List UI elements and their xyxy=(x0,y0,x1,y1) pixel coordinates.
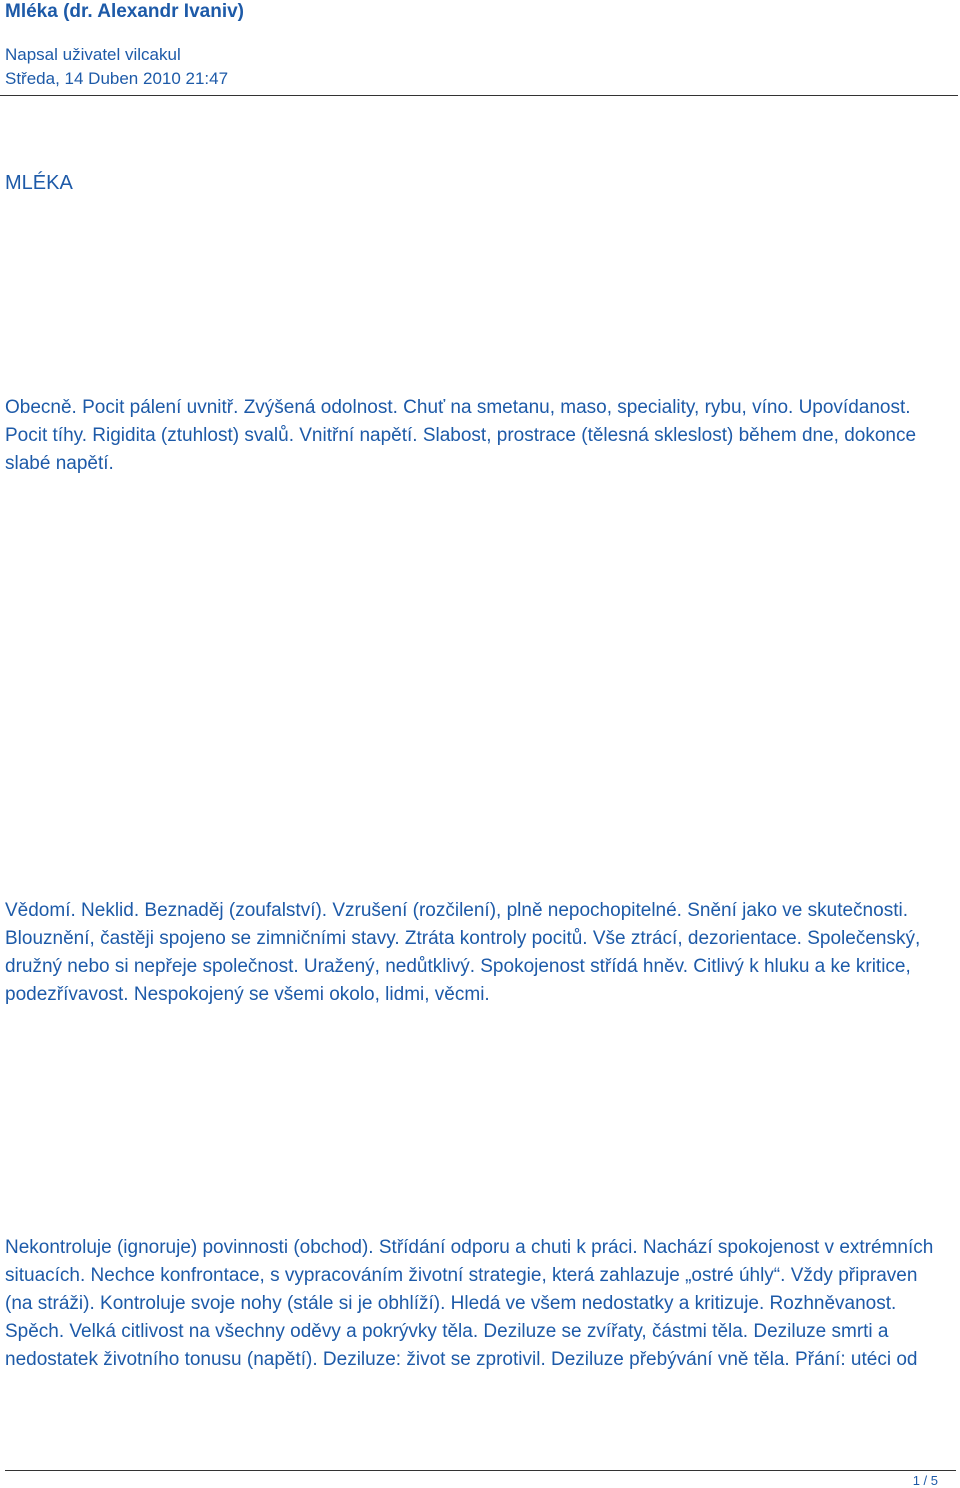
article-meta xyxy=(5,43,228,91)
paragraph-behavior: Nekontroluje (ignoruje) povinnosti (obchod). Střídání odporu a chuti k práci. Nachází spokojenost v extrémních situacích. Nechce konfrontace, s vypracováním životní strategie, která zahlazuje „ostré úhly“. Vždy připraven (na stráži). Kontroluje svoje nohy (stále si je obhlíží). Hledá ve všem nedostatky a kritizuje. Rozhněvanost. Spěch. Velká citlivost na všechny oděvy a pokrývky těla. Deziluze se zvířaty, částmi těla. Deziluze smrti a nedostatek životního tonusu (napětí). Deziluze: život se zprotivil. Deziluze přebývání vně těla. Přání: utéci od xyxy=(5,1237,934,1370)
paragraph-general: Obecně. Pocit pálení uvnitř. Zvýšená odolnost. Chuť na smetanu, maso, speciality, rybu, víno. Upovídanost. Pocit tíhy. Rigidita (ztuhlost) svalů. Vnitřní napětí. Slabost, prostrace (tělesná skleslost) během dne, dokonce slabé napětí. xyxy=(5,397,917,474)
footer-divider xyxy=(5,1470,956,1471)
section-heading: MLÉKA xyxy=(5,172,73,194)
page-number: 1 / 5 xyxy=(912,1473,938,1488)
document-title: Mléka (dr. Alexandr Ivaniv) xyxy=(5,1,244,22)
header-divider xyxy=(0,95,958,96)
date-line: Středa, 14 Duben 2010 21:47 xyxy=(5,69,229,88)
paragraph-consciousness: Vědomí. Neklid. Beznaděj (zoufalství). Vzrušení (rozčilení), plně nepochopitelné. Snění jako ve skutečnosti. Blouznění, častěji spojeno se zimničními stavy. Ztráta kontroly pocitů. Vše ztrácí, dezorientace. Společenský, družný nebo si nepřeje společnost. Uražený, nedůtklivý. Spokojenost střídá hněv. Citlivý k hluku a ke kritice, podezřívavost. Nespokojený se všemi okolo, lidmi, věcmi. xyxy=(5,900,921,1005)
author-line: Napsal uživatel vilcakul xyxy=(5,45,181,64)
